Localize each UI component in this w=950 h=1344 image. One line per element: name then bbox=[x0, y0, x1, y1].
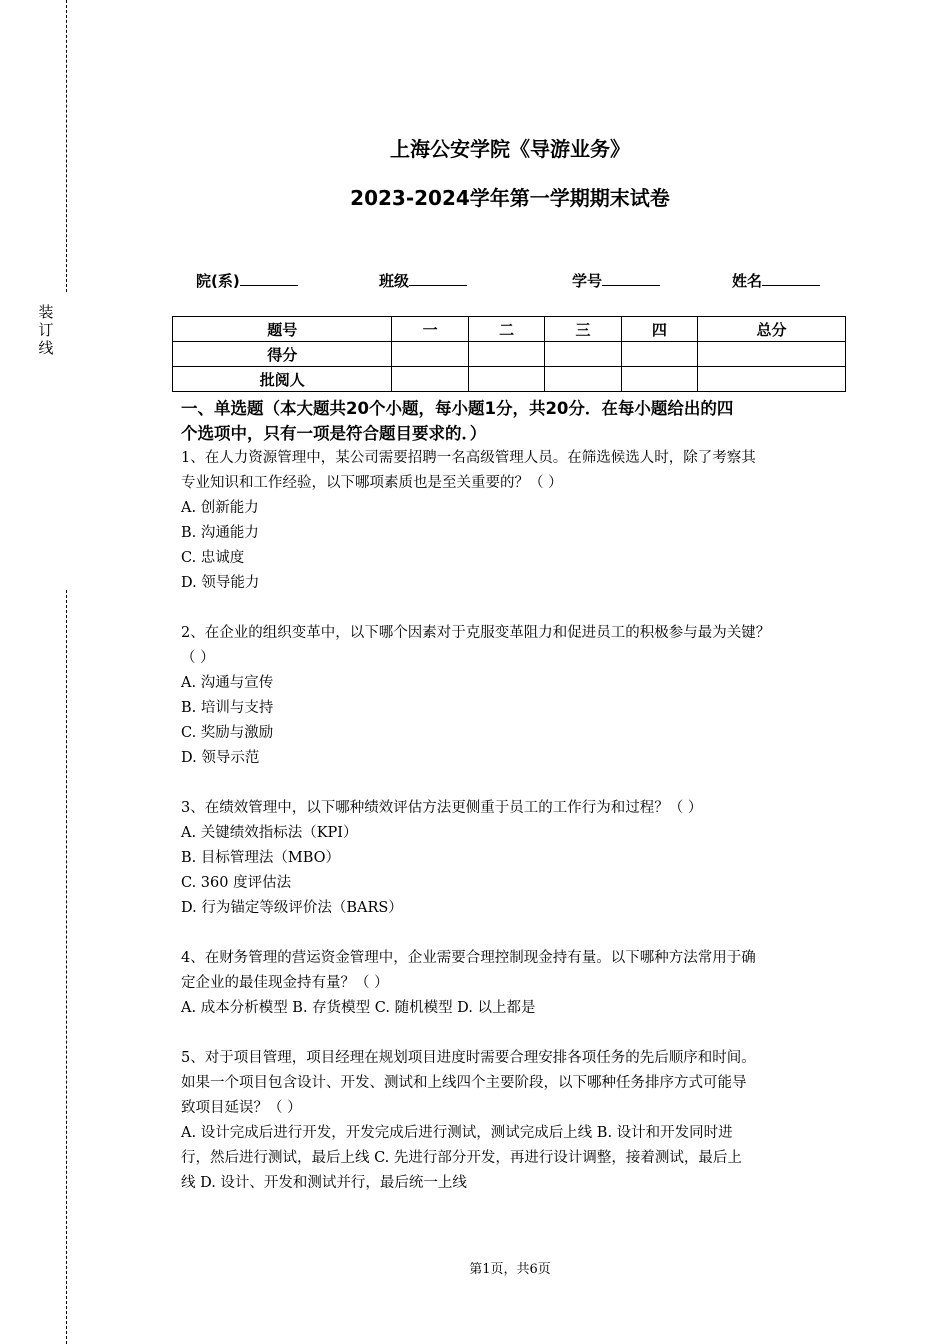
score-table-header-row bbox=[173, 317, 846, 342]
option: B. 培训与支持 bbox=[181, 700, 274, 716]
option: D. 行为锚定等级评价法（BARS） bbox=[181, 900, 403, 916]
info-label: 学号 bbox=[572, 272, 603, 290]
info-label: 姓名 bbox=[732, 272, 763, 290]
score-cell[interactable] bbox=[698, 342, 846, 367]
binding-char: 装 bbox=[38, 303, 54, 321]
question-2 bbox=[181, 621, 841, 771]
info-field-class bbox=[379, 270, 467, 291]
binding-line-bottom bbox=[66, 590, 67, 1344]
column-header: 总分 bbox=[698, 317, 846, 342]
grader-row bbox=[173, 367, 846, 392]
row-label: 批阅人 bbox=[173, 367, 392, 392]
question-5 bbox=[181, 1046, 841, 1196]
score-row bbox=[173, 342, 846, 367]
option: 线 D. 设计、开发和测试并行，最后统一上线 bbox=[181, 1175, 467, 1191]
row-label: 得分 bbox=[173, 342, 392, 367]
exam-title-line2: 2023-2024学年第一学期期末试卷 bbox=[350, 186, 670, 210]
student-id-blank[interactable] bbox=[602, 271, 660, 286]
class-blank[interactable] bbox=[409, 271, 467, 286]
option: A. 沟通与宣传 bbox=[181, 675, 274, 691]
option: C. 360 度评估法 bbox=[181, 875, 292, 891]
info-field-student-id bbox=[572, 270, 660, 291]
column-header: 三 bbox=[545, 317, 621, 342]
info-label: 班级 bbox=[379, 272, 410, 290]
option: D. 领导示范 bbox=[181, 750, 260, 766]
section-heading: 一、单选题（本大题共20个小题，每小题1分，共20分．在每小题给出的四 bbox=[181, 399, 734, 418]
grader-cell[interactable] bbox=[698, 367, 846, 392]
exam-title-line1: 上海公安学院《导游业务》 bbox=[390, 137, 630, 161]
question-text: 2、在企业的组织变革中，以下哪个因素对于克服变革阻力和促进员工的积极参与最为关键？ bbox=[181, 625, 771, 641]
binding-char: 线 bbox=[38, 339, 54, 357]
section-heading: 个选项中，只有一项是符合题目要求的．） bbox=[181, 424, 487, 443]
option: B. 目标管理法（MBO） bbox=[181, 850, 341, 866]
option: 行，然后进行测试，最后上线 C. 先进行部分开发，再进行设计调整，接着测试，最后上 bbox=[181, 1150, 742, 1166]
question-text: （ ） bbox=[181, 650, 215, 666]
page-number: 第1页，共6页 bbox=[469, 1262, 551, 1277]
score-cell[interactable] bbox=[621, 342, 697, 367]
question-4 bbox=[181, 946, 841, 1021]
option: A. 关键绩效指标法（KPI） bbox=[181, 825, 358, 841]
option: A. 设计完成后进行开发，开发完成后进行测试，测试完成后上线 B. 设计和开发同时进 bbox=[181, 1125, 733, 1141]
option: B. 沟通能力 bbox=[181, 525, 259, 541]
question-text: 5、对于项目管理，项目经理在规划项目进度时需要合理安排各项任务的先后顺序和时间。 bbox=[181, 1050, 756, 1066]
option: A. 成本分析模型 B. 存货模型 C. 随机模型 D. 以上都是 bbox=[181, 1000, 536, 1016]
question-text: 定企业的最佳现金持有量？（ ） bbox=[181, 975, 389, 991]
question-text: 4、在财务管理的营运资金管理中，企业需要合理控制现金持有量。以下哪种方法常用于确 bbox=[181, 950, 756, 966]
info-field-name bbox=[732, 270, 820, 291]
option: D. 领导能力 bbox=[181, 575, 260, 591]
column-header: 四 bbox=[621, 317, 697, 342]
option: C. 忠诚度 bbox=[181, 550, 245, 566]
score-cell[interactable] bbox=[392, 342, 468, 367]
column-header: 二 bbox=[468, 317, 544, 342]
grader-cell[interactable] bbox=[392, 367, 468, 392]
info-label: 院(系) bbox=[196, 272, 240, 290]
question-3 bbox=[181, 796, 841, 921]
grader-cell[interactable] bbox=[621, 367, 697, 392]
exam-content bbox=[181, 396, 841, 1196]
score-cell[interactable] bbox=[545, 342, 621, 367]
question-text: 专业知识和工作经验，以下哪项素质也是至关重要的？（ ） bbox=[181, 475, 563, 491]
option: A. 创新能力 bbox=[181, 500, 259, 516]
header-label-cell: 题号 bbox=[173, 317, 392, 342]
grader-cell[interactable] bbox=[468, 367, 544, 392]
department-blank[interactable] bbox=[240, 271, 298, 286]
score-cell[interactable] bbox=[468, 342, 544, 367]
info-field-department bbox=[196, 270, 298, 291]
question-text: 1、在人力资源管理中，某公司需要招聘一名高级管理人员。在筛选候选人时，除了考察其 bbox=[181, 450, 756, 466]
question-text: 3、在绩效管理中，以下哪种绩效评估方法更侧重于员工的工作行为和过程？（ ） bbox=[181, 800, 703, 816]
grader-cell[interactable] bbox=[545, 367, 621, 392]
question-1 bbox=[181, 446, 841, 596]
name-blank[interactable] bbox=[762, 271, 820, 286]
column-header: 一 bbox=[392, 317, 468, 342]
question-text: 致项目延误？（ ） bbox=[181, 1100, 302, 1116]
binding-char: 订 bbox=[38, 321, 54, 339]
score-table bbox=[172, 316, 846, 392]
binding-label bbox=[36, 303, 56, 357]
option: C. 奖励与激励 bbox=[181, 725, 274, 741]
question-text: 如果一个项目包含设计、开发、测试和上线四个主要阶段，以下哪种任务排序方式可能导 bbox=[181, 1075, 747, 1091]
